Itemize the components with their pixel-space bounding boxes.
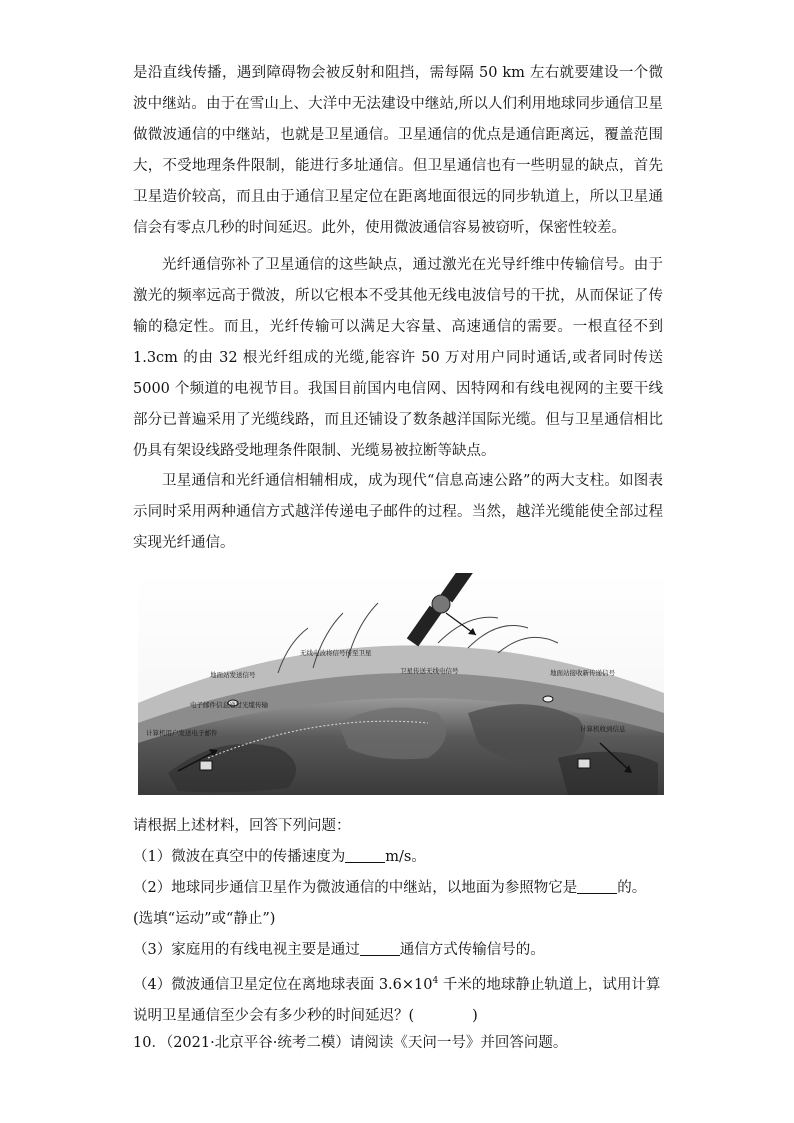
satellite-fiber-figure xyxy=(138,573,664,795)
label-pc-receive: 计算机收到信息 xyxy=(580,725,626,733)
label-ground-receive: 地面站接收新传递信号 xyxy=(550,669,615,677)
label-user-send: 计算机用户发送电子邮件 xyxy=(146,729,218,737)
label-radio-up: 无线电波将信号传至卫星 xyxy=(300,649,372,657)
earth-satellite-illustration xyxy=(138,573,664,795)
question-1: （1）微波在真空中的传播速度为 m/s。 xyxy=(133,849,426,865)
answer-blank-3[interactable] xyxy=(360,941,400,956)
question-2: （2）地球同步通信卫星作为微波通信的中继站，以地面为参照物它是 的。(选填“运动”或“静止”) xyxy=(133,880,647,927)
paragraph-summary: 卫星通信和光纤通信相辅相成，成为现代“信息高速公路”的两大支柱。如图表示同时采用两种通信方式越洋传递电子邮件的过程。当然，越洋光缆能使全部过程实现光纤通信。 xyxy=(133,473,663,551)
questions-intro: 请根据上述材料，回答下列问题： xyxy=(133,818,351,834)
paragraph-microwave: 是沿直线传播，遇到障碍物会被反射和阻挡，需每隔 50 km 左右就要建设一个微波中继站。由于在雪山上、大洋中无法建设中继站,所以人们利用地球同步通信卫星做微波通信的中继站，也就是卫星通信。卫星通信的优点是通信距离远，覆盖范围大，不受地理条件限制，能进行多址通信。但卫星通信也有一些明显的缺点，首先卫星造价较高，而且由于通信卫星定位在距离地面很远的同步轨道上，所以卫星通信会有零点几秒的时间延迟。此外，使用微波通信容易被窃听，保密性较差。 xyxy=(133,65,663,236)
label-satellite-relay: 卫星传送无线电信号 xyxy=(400,667,459,675)
computer-receive-icon xyxy=(578,759,590,768)
answer-blank-2[interactable] xyxy=(577,879,617,894)
label-ground-send: 地面站发送信号 xyxy=(210,671,256,679)
paragraph-fiber: 光纤通信弥补了卫星通信的这些缺点，通过激光在光导纤维中传输信号。由于激光的频率远高于微波，所以它根本不受其他无线电波信号的干扰，从而保证了传输的稳定性。而且，光纤传输可以满足大容量、高速通信的需要。一根直径不到 1.3cm 的由 32 根光纤组成的光缆,能容许 50 万对用户同时通话,或者同时传送 5000 个频道的电视节目。我国目前国内电信网、因特网和有线电视网的主要干线部分已普遍采用了光缆线路，而且还铺设了数条越洋国际光缆。但与卫星通信相比仍具有架设线路受地理条件限制、光缆易被拉断等缺点。 xyxy=(133,257,663,459)
next-question-heading: 10．（2021·北京平谷·统考二模）请阅读《天问一号》并回答问题。 xyxy=(133,1035,568,1051)
question-4: （4）微波通信卫星定位在离地球表面 $3.6\times 10^4$ 千米的地球静止轨道上，试用计算说明卫星通信至少会有多少秒的时间延迟？( ) xyxy=(133,976,661,1024)
question-3: （3）家庭用的有线电视主要是通过 通信方式传输信号的。 xyxy=(133,942,545,958)
answer-blank-1[interactable] xyxy=(345,848,385,863)
ground-station-receive-icon xyxy=(543,696,553,702)
label-email-fiber: 电子邮件信息通过光缆传输 xyxy=(190,701,268,709)
computer-send-icon xyxy=(200,761,212,770)
